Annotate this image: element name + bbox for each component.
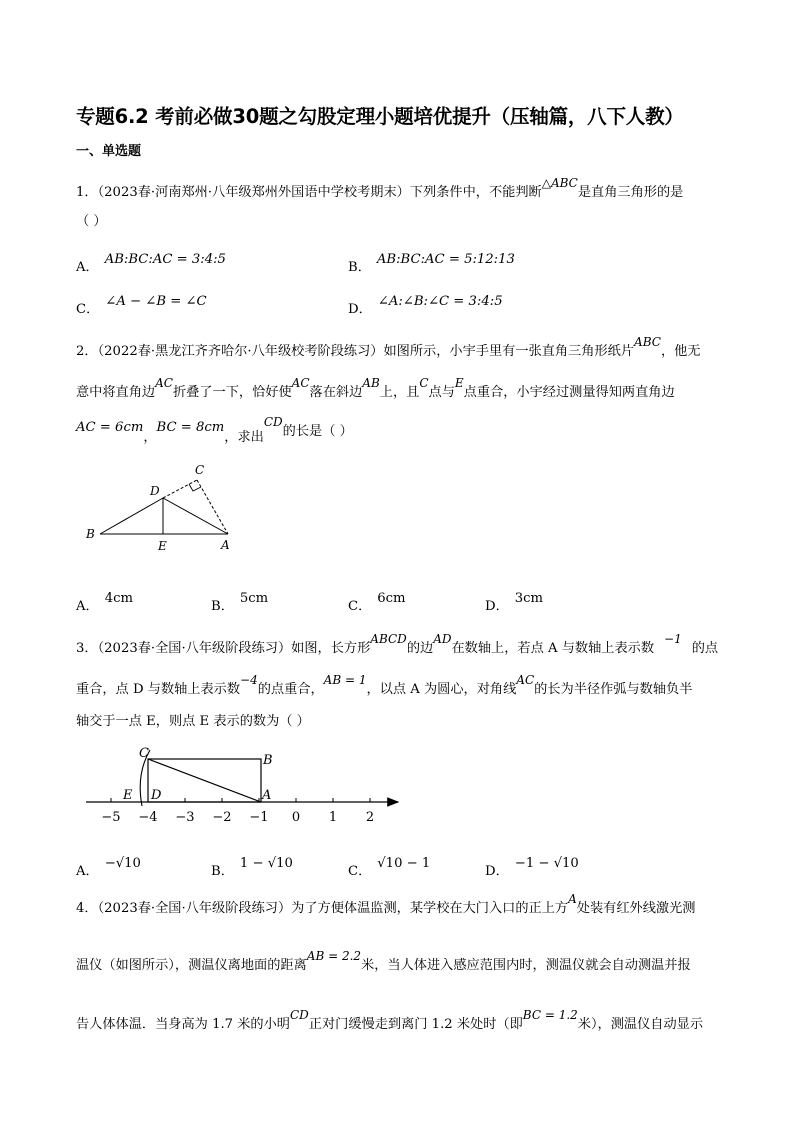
q1-stem-line2: （ ） <box>76 214 107 229</box>
q3-math: −1 <box>664 632 682 646</box>
q2-option-b[interactable] <box>211 591 269 614</box>
label-E: E <box>158 539 167 553</box>
q4-text: 正对门缓慢走到离门 1.2 米处时（即 <box>308 1017 523 1032</box>
q1-triangle-math: △ABC <box>541 176 578 190</box>
q3-stem-line3: 轴交于一点 E，则点 E 表示的数为（ ） <box>76 714 310 729</box>
q3-text: 的点 <box>691 641 719 656</box>
q4-text: 告人体体温．当身高为 1.7 米的小明 <box>76 1017 290 1032</box>
right-angle-mark <box>189 484 201 491</box>
option-label: C． <box>348 599 372 614</box>
q1-option-b[interactable] <box>348 252 515 275</box>
axis-tick-label: 0 <box>291 810 301 825</box>
q2-math: AC <box>155 376 173 390</box>
q1-option-c[interactable] <box>76 294 207 317</box>
option-label: B． <box>348 260 371 275</box>
q2-option-a[interactable] <box>76 591 133 614</box>
q4-text: 4．（2023春·全国·八年级阶段练习）为了方便体温监测，某学校在大门入口的正上方 <box>76 901 569 916</box>
option-value: 5cm <box>239 591 269 606</box>
q2-math: CD <box>263 415 283 429</box>
option-label: C． <box>76 302 100 317</box>
axis-tick-label: −4 <box>138 810 158 825</box>
option-value: AB:BC:AC = 3:4:5 <box>104 252 226 267</box>
q3-option-a[interactable] <box>76 856 141 879</box>
q3-text: 重合，点 D 与数轴上表示数 <box>76 682 241 697</box>
q1-text-end: 是直角三角形的是 <box>577 185 684 200</box>
option-label: A． <box>76 260 99 275</box>
q4-text: 温仪（如图所示），测温仪离地面的距离 <box>76 958 307 973</box>
option-value: −√10 <box>104 856 141 871</box>
q1-stem-line1 <box>76 176 684 200</box>
q1-option-d[interactable] <box>348 294 503 317</box>
option-value: ∠A:∠B:∠C = 3:4:5 <box>377 294 503 309</box>
diagonal-AC <box>148 759 261 802</box>
q2-math: AC = 6cm <box>76 420 144 435</box>
option-label: A． <box>76 599 99 614</box>
option-value: √10 − 1 <box>377 856 431 871</box>
q3-text: 的长为半径作弧与数轴负半 <box>534 682 693 697</box>
q3-math: ABCD <box>370 632 407 646</box>
option-label: D． <box>348 302 372 317</box>
q2-math: E <box>454 376 464 390</box>
q2-triangle-figure <box>80 460 250 555</box>
q2-stem-line1 <box>76 335 701 359</box>
page-title: 专题6.2 考前必做30题之勾股定理小题培优提升（压轴篇，八下人教） <box>76 105 684 128</box>
q3-math: AD <box>433 632 452 646</box>
q4-math: AB = 2.2 <box>306 949 362 963</box>
q2-math: C <box>419 376 429 390</box>
label-A: A <box>262 788 272 803</box>
q2-math: ABC <box>634 335 661 349</box>
option-value: AB:BC:AC = 5:12:13 <box>376 252 515 267</box>
q4-stem-line2 <box>76 949 691 973</box>
q3-stem-line1 <box>76 632 719 656</box>
q4-stem-line3 <box>76 1008 704 1032</box>
q3-option-c[interactable] <box>348 856 431 879</box>
q2-option-d[interactable] <box>485 591 544 614</box>
label-E: E <box>123 788 133 803</box>
q2-text: 的长是（ ） <box>282 424 353 439</box>
q4-math: CD <box>289 1008 309 1022</box>
q3-number-line-figure <box>80 740 410 830</box>
axis-tick-label: −3 <box>175 810 195 825</box>
q4-stem-line1 <box>76 892 696 916</box>
q3-option-b[interactable] <box>211 856 293 879</box>
q2-math: AB <box>362 376 380 390</box>
q2-math: BC = 8cm <box>156 420 225 435</box>
label-C: C <box>139 746 149 761</box>
q1-option-a[interactable] <box>76 252 226 275</box>
option-label: A． <box>76 864 99 879</box>
label-B: B <box>263 753 273 768</box>
option-value: ∠A − ∠B = ∠C <box>105 294 207 309</box>
q2-text: ，他无 <box>660 344 701 359</box>
axis-tick-label: −5 <box>101 810 121 825</box>
q2-text: 上，且 <box>379 385 420 400</box>
q2-stem-line2 <box>76 376 675 400</box>
q3-option-d[interactable] <box>485 856 579 879</box>
label-D: D <box>150 484 160 498</box>
q3-text: 的点重合， <box>257 682 324 697</box>
q2-option-c[interactable] <box>348 591 406 614</box>
q4-text: 米，当人体进入感应范围内时，测温仪就会自动测温并报 <box>361 958 691 973</box>
q3-math: AC <box>516 673 535 687</box>
q2-text: ， <box>143 430 157 445</box>
q3-text: 3．（2023春·全国·八年级阶段练习）如图，长方形 <box>76 641 371 656</box>
q2-stem-line3 <box>76 415 353 445</box>
q2-math: AC <box>291 376 310 390</box>
q2-text: 折叠了一下，恰好使 <box>172 385 292 400</box>
q3-text: ，以点 A 为圆心，对角线 <box>366 682 517 697</box>
label-D: D <box>151 788 162 803</box>
q2-text: 落在斜边 <box>309 385 363 400</box>
option-label: D． <box>485 864 509 879</box>
segment-DA <box>163 498 228 534</box>
q4-math: A <box>568 892 577 906</box>
q1-text: 1．（2023春·河南郑州·八年级郑州外国语中学校考期末）下列条件中，不能判断 <box>76 185 542 200</box>
q3-text: 的边 <box>406 641 434 656</box>
label-B: B <box>86 527 95 541</box>
q4-text: 处装有红外线激光测 <box>576 901 696 916</box>
label-A: A <box>221 538 230 552</box>
option-value: 1 − √10 <box>239 856 293 871</box>
axis-tick-label: 2 <box>365 810 375 825</box>
option-label: B． <box>211 864 234 879</box>
option-label: B． <box>211 599 234 614</box>
section-heading: 一、单选题 <box>76 144 142 159</box>
option-value: −1 − √10 <box>514 856 579 871</box>
segment-BD <box>100 498 163 534</box>
q2-text: ，求出 <box>224 430 264 445</box>
q2-text: 点与 <box>428 385 455 400</box>
q4-math: BC = 1.2 <box>522 1008 578 1022</box>
label-C: C <box>195 463 205 477</box>
q4-text: 米），测温仪自动显示 <box>577 1017 704 1032</box>
q2-text: 点重合，小宇经过测量得知两直角边 <box>463 385 675 400</box>
axis-tick-label: −1 <box>249 810 269 825</box>
q3-math: AB = 1 <box>323 673 367 687</box>
axis-tick-label: 1 <box>328 810 338 825</box>
q3-text: 在数轴上，若点 A 与数轴上表示数 <box>451 641 655 656</box>
q3-stem-line2 <box>76 673 693 697</box>
option-label: D． <box>485 599 509 614</box>
axis-tick-label: −2 <box>212 810 232 825</box>
q2-text: 2．（2022春·黑龙江齐齐哈尔·八年级校考阶段练习）如图所示，小宇手里有一张直角三角形纸片 <box>76 344 635 359</box>
option-value: 3cm <box>514 591 544 606</box>
option-value: 4cm <box>104 591 133 606</box>
q3-math: −4 <box>240 673 258 687</box>
option-value: 6cm <box>377 591 406 606</box>
option-label: C． <box>348 864 372 879</box>
q2-text: 意中将直角边 <box>76 385 156 400</box>
